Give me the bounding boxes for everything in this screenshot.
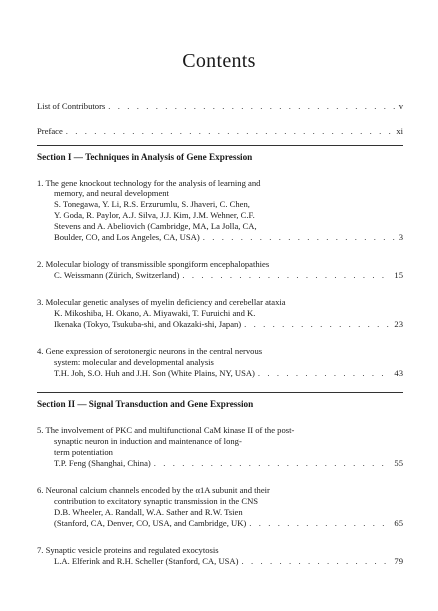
toc-entry-title[interactable]: term potentiation (54, 447, 113, 457)
toc-entry-title[interactable]: 6. Neuronal calcium channels encoded by the α1A subunit and their (37, 485, 270, 495)
toc-entry-authors: (Stanford, CA, Denver, CO, USA, and Cambridge, UK) (54, 518, 247, 528)
toc-entry-title[interactable]: 5. The involvement of PKC and multifunctional CaM kinase II of the post- (37, 425, 295, 435)
toc-entry-contributors[interactable] (37, 101, 403, 111)
toc-entry-last-line[interactable] (54, 232, 403, 242)
toc-page-number: 23 (394, 319, 403, 329)
toc-entry-authors: L.A. Elferink and R.H. Scheller (Stanford, CA, USA) (54, 556, 239, 566)
toc-entry-title[interactable]: synaptic neuron in induction and maintenance of long- (54, 436, 242, 446)
toc-page-number: 3 (398, 232, 403, 242)
toc-entry-authors: D.B. Wheeler, A. Randall, W.A. Sather and R.W. Tsien (54, 507, 243, 517)
leader-dots (244, 319, 391, 329)
toc-entry-title[interactable]: 3. Molecular genetic analyses of myelin deficiency and cerebellar ataxia (37, 297, 286, 307)
toc-entry-preface[interactable] (37, 126, 403, 136)
leader-dots (154, 458, 392, 468)
toc-page-number: 79 (394, 556, 403, 566)
section-divider (37, 145, 403, 146)
section-heading-1: Section I — Techniques in Analysis of Gene Expression (37, 152, 253, 162)
toc-entry-last-line[interactable] (54, 458, 403, 468)
section-divider (37, 392, 403, 393)
leader-dots (203, 232, 396, 242)
toc-page-number: 15 (394, 270, 403, 280)
toc-entry-last-line[interactable] (54, 270, 403, 280)
toc-entry-title[interactable]: memory, and neural development (54, 188, 169, 198)
leader-dots (242, 556, 392, 566)
toc-entry-authors: Boulder, CO, and Los Angeles, CA, USA) (54, 232, 200, 242)
toc-entry-title[interactable]: 2. Molecular biology of transmissible spongiform encephalopathies (37, 259, 270, 269)
toc-entry-label: Preface (37, 126, 63, 136)
leader-dots (249, 518, 391, 528)
leader-dots (66, 126, 394, 136)
toc-page-number: 55 (394, 458, 403, 468)
toc-entry-title[interactable]: system: molecular and developmental analysis (54, 357, 214, 367)
page-title: Contents (182, 50, 256, 72)
toc-entry-last-line[interactable] (54, 518, 403, 528)
toc-page-number: v (398, 101, 403, 111)
toc-page-number: 43 (394, 368, 403, 378)
toc-entry-authors: Y. Goda, R. Paylor, A.J. Silva, J.J. Kim, J.M. Wehner, C.F. (54, 210, 255, 220)
section-heading-2: Section II — Signal Transduction and Gene Expression (37, 399, 254, 409)
leader-dots (108, 101, 395, 111)
toc-entry-title[interactable]: contribution to excitatory synaptic transmission in the CNS (54, 496, 259, 506)
toc-entry-label: List of Contributors (37, 101, 106, 111)
toc-entry-authors: K. Mikoshiba, H. Okano, A. Miyawaki, T. Furuichi and K. (54, 308, 256, 318)
toc-entry-title[interactable]: 4. Gene expression of serotonergic neurons in the central nervous (37, 346, 263, 356)
leader-dots (258, 368, 391, 378)
toc-page-number: 65 (394, 518, 403, 528)
toc-page-number: xi (396, 126, 403, 136)
toc-entry-authors: S. Tonegawa, Y. Li, R.S. Erzurumlu, S. Jhaveri, C. Chen, (54, 199, 250, 209)
toc-entry-title[interactable]: 1. The gene knockout technology for the analysis of learning and (37, 178, 261, 188)
toc-entry-last-line[interactable] (54, 319, 403, 329)
toc-entry-last-line[interactable] (54, 556, 403, 566)
toc-entry-authors: Ikenaka (Tokyo, Tsukuba-shi, and Okazaki-shi, Japan) (54, 319, 242, 329)
toc-entry-authors: C. Weissmann (Zürich, Switzerland) (54, 270, 180, 280)
leader-dots (182, 270, 391, 280)
toc-entry-title[interactable]: 7. Synaptic vesicle proteins and regulated exocytosis (37, 545, 219, 555)
toc-entry-authors: T.P. Feng (Shanghai, China) (54, 458, 151, 468)
toc-entry-authors: T.H. Joh, S.O. Huh and J.H. Son (White Plains, NY, USA) (54, 368, 255, 378)
toc-entry-authors: Stevens and A. Abeliovich (Cambridge, MA, La Jolla, CA, (54, 221, 257, 231)
toc-entry-last-line[interactable] (54, 368, 403, 378)
